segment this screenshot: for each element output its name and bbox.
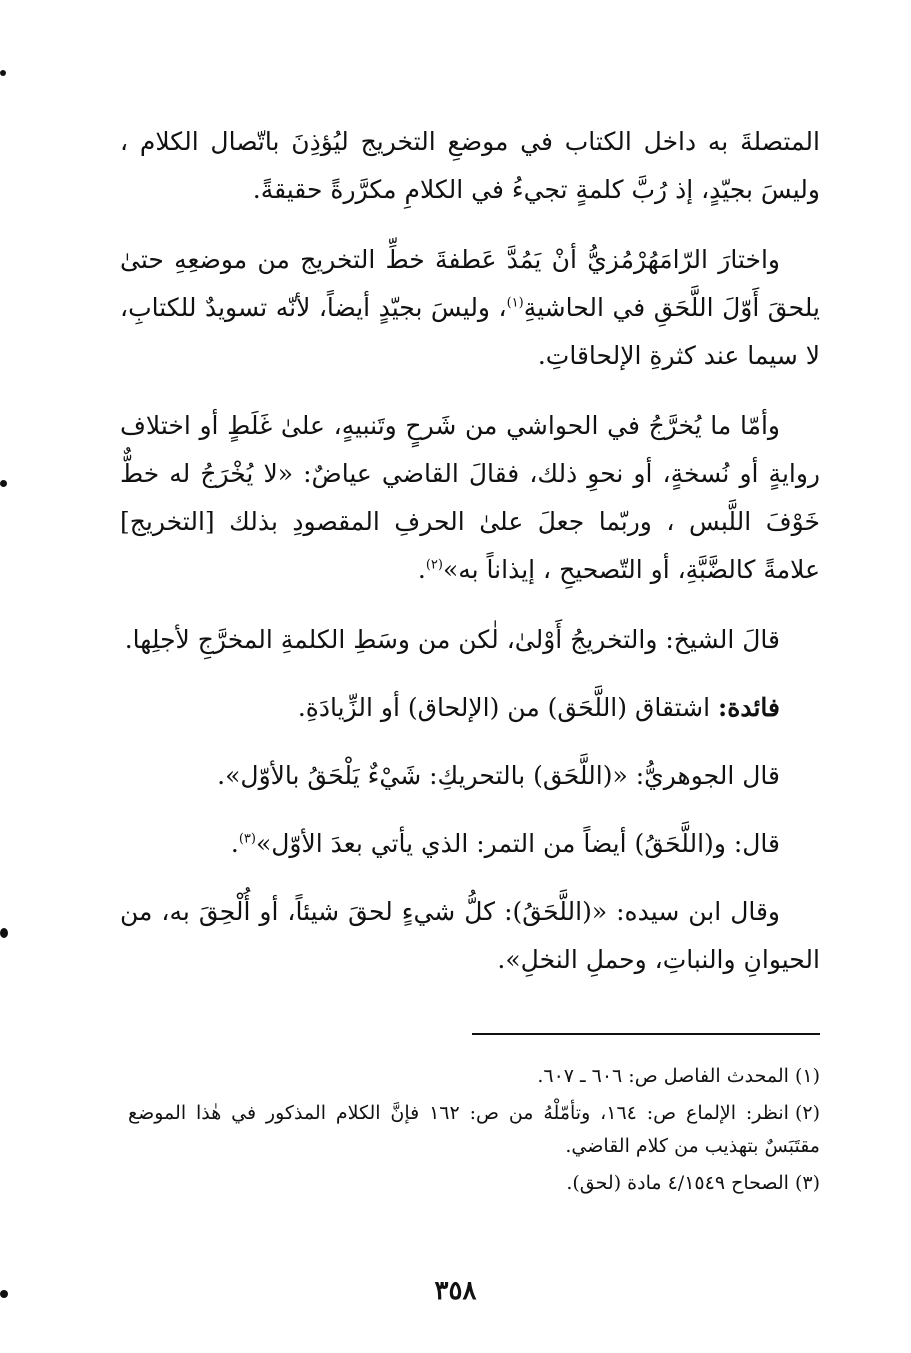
footnote-separator [472,1033,820,1035]
scan-mark-dot [0,480,7,487]
footnote-number: (١) [794,1065,820,1087]
paragraph [120,118,820,214]
paragraph-text: ، وليسَ بجيّدٍ أيضاً، لأنّه تسويدٌ للكتابِ، لا سيما عند كثرةِ الإلحاقاتِ. [120,293,820,370]
paragraph-text: قالَ الشيخ: والتخريجُ أَوْلىٰ، لٰكن من وسَطِ الكلمةِ المخرَّجِ لأجلِها. [124,625,780,654]
quote-text: قال: و(اللَّحَقُ) أيضاً من التمر: الذي يأتي بعدَ الأوّل» [255,829,780,858]
quote-paragraph [120,888,820,984]
benefit-text: اشتقاق (اللَّحَق) من (الإلحاق) أو الزِّيادَةِ. [297,693,711,722]
quote-paragraph [120,752,820,800]
paragraph [120,402,820,594]
footnote [128,1097,820,1163]
quote-paragraph [120,820,820,868]
paragraph-text: واختارَ الرّامَهُرْمُزيُّ أنْ يَمُدَّ عَطفةَ خطِّ التخريج من موضعِهِ حتىٰ يلحقَ أَوّلَ اللَّحَقِ في الحاشيةِ [120,245,820,322]
paragraph-text: المتصلةَ به داخل الكتاب في موضعِ التخريج ليُؤذِنَ باتّصال الكلام ، وليسَ بجيّدٍ، إذ رُبَّ كلمةٍ تجيءُ في الكلامِ مكرَّرةً حقيقةً. [120,127,820,204]
paragraph [120,616,820,664]
footnote-reference: (١) [506,295,524,311]
paragraph-text: وأمّا ما يُخرَّجُ في الحواشي من شَرحٍ وتَنبيهٍ، علىٰ غَلَطٍ أو اختلاف روايةٍ أو نُسخةٍ، أو نحوِ ذلك، فقالَ القاضي عياضٌ: «لا يُخْرَجُ له خطٌّ خَوْفَ اللَّبس ، وربّما جعلَ علىٰ الحرفِ المقصودِ بذلك [التخريج] علامةً كالضَّبَّةِ، أو التّصحيحِ ، إيذاناً به» [120,411,820,584]
scan-mark-dot [0,70,6,76]
footnote-number: (٣) [794,1172,820,1194]
footnote-reference: (٣) [238,831,256,847]
footnote [128,1060,820,1093]
quote-text: وقال ابن سيده: «(اللَّحَقُ): كلُّ شيءٍ لحقَ شيئاً، أو أُلْحِقَ به، من الحيوانِ والنباتِ، وحملِ النخلِ». [120,897,820,974]
main-text [120,118,820,1006]
footnotes [128,1060,820,1204]
benefit-note [120,684,820,732]
footnote-number: (٢) [794,1102,820,1124]
quote-text: . [230,829,239,858]
footnote-reference: (٢) [425,557,443,573]
page-number: ٣٥٨ [434,1276,477,1306]
scan-mark-dot [0,928,8,938]
quote-text: قال الجوهريُّ: «(اللَّحَق) بالتحريكِ: شَيْءٌ يَلْحَقُ بالأوّل». [217,761,780,790]
footnote [128,1167,820,1200]
footnote-text: انظر: الإلماع ص: ١٦٤، وتأمّلْهُ من ص: ١٦٢ فإنَّ الكلام المذكور في هٰذا الموضع مقتَبَسٌ بتهذيب من كلام القاضي. [128,1102,820,1157]
footnote-text: المحدث الفاصل ص: ٦٠٦ ـ ٦٠٧. [537,1065,789,1087]
paragraph-text: . [417,555,426,584]
benefit-label: فائدة: [718,693,780,722]
paragraph [120,236,820,380]
footnote-text: الصحاح ٤/١٥٤٩ مادة (لحق). [566,1172,789,1194]
